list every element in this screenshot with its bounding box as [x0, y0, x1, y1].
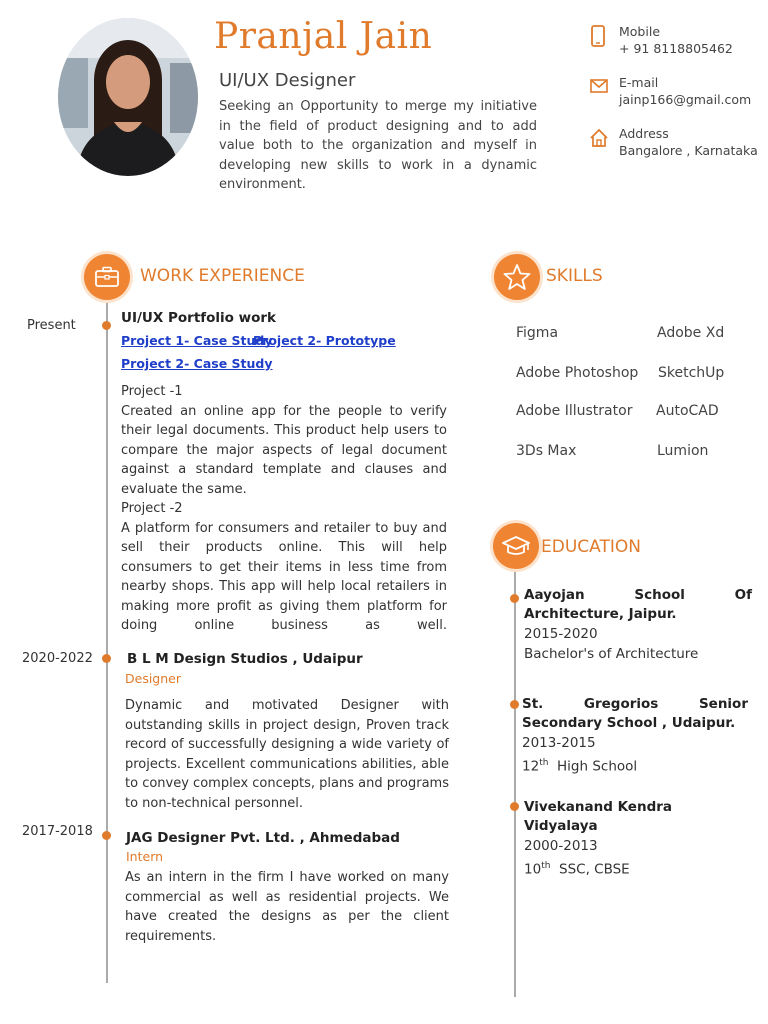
skill-item: AutoCAD	[656, 403, 719, 419]
mail-icon	[590, 76, 608, 98]
project2-heading: Project -2	[121, 501, 183, 516]
work-date-2017: 2017-2018	[22, 824, 93, 839]
skill-item: Adobe Photoshop	[516, 365, 639, 381]
project1-text: Created an online app for the people to verify their legal documents. This product help users to compare the major aspects of legal document against a standard template and clauses and evaluate the same.	[121, 403, 447, 497]
work-timeline-line	[106, 277, 108, 983]
job-title-jag: JAG Designer Pvt. Ltd. , Ahmedabad	[126, 830, 400, 846]
home-icon	[590, 127, 608, 149]
school-degree: Bachelor's of Architecture	[524, 646, 699, 662]
skill-item: Adobe Xd	[657, 325, 725, 341]
timeline-dot	[510, 700, 519, 709]
contact-email	[590, 74, 760, 110]
candidate-name: Pranjal Jain	[214, 16, 433, 57]
education-section-title: EDUCATION	[541, 537, 641, 557]
education-item-vivekanand	[524, 798, 750, 880]
link-project2-case-study[interactable]: Project 2- Case Study	[121, 356, 273, 371]
link-project1-case-study[interactable]: Project 1- Case Study	[121, 333, 273, 348]
work-section-title: WORK EXPERIENCE	[140, 266, 305, 286]
mobile-value[interactable]: + 91 8118805462	[619, 41, 733, 56]
profile-photo-illustration	[58, 18, 198, 176]
timeline-dot	[510, 594, 519, 603]
address-value: Bangalore , Karnataka	[619, 143, 758, 158]
education-item-aayojan	[524, 586, 752, 664]
graduation-cap-icon	[501, 534, 531, 558]
school-name: Aayojan School Of Architecture, Jaipur.	[524, 587, 752, 622]
education-item-gregorios	[522, 695, 748, 777]
skills-section-badge	[494, 254, 540, 300]
mobile-label: Mobile	[619, 24, 661, 39]
contact-mobile	[590, 23, 760, 59]
timeline-dot	[510, 802, 519, 811]
job-title-portfolio: UI/UX Portfolio work	[121, 310, 277, 326]
school-years: 2013-2015	[522, 735, 596, 751]
contact-address	[590, 125, 760, 161]
work-date-2020: 2020-2022	[22, 651, 93, 666]
school-name: Vivekanand Kendra Vidyalaya	[524, 799, 672, 834]
candidate-role: UI/UX Designer	[219, 70, 356, 91]
skill-item: Adobe Illustrator	[516, 403, 633, 419]
star-icon	[503, 263, 531, 291]
school-degree: 12th High School	[522, 758, 638, 775]
education-timeline-line	[514, 545, 516, 997]
job-subtitle-designer: Designer	[125, 671, 181, 686]
briefcase-icon	[94, 266, 120, 288]
summary-text: Seeking an Opportunity to merge my initiative in the field of product designing and to add value both to the organization and myself in developing new skills to work in a dynamic environment.	[219, 99, 537, 192]
project2-text: A platform for consumers and retailer to buy and sell their products online. This will help consumers to get their items in less time from nearby shops. This app will help local retailers in making more profit as giving them platform for doing online business as well.	[121, 520, 447, 633]
skill-item: SketchUp	[658, 365, 725, 381]
school-years: 2015-2020	[524, 626, 598, 642]
profile-photo	[58, 18, 198, 176]
work-section-badge	[84, 254, 130, 300]
mobile-icon	[590, 25, 608, 47]
timeline-dot	[102, 321, 111, 330]
project1-heading: Project -1	[121, 384, 183, 399]
email-value[interactable]: jainp166@gmail.com	[619, 92, 752, 107]
timeline-dot	[102, 654, 111, 663]
work-date-present: Present	[27, 318, 76, 333]
skill-item: Lumion	[657, 443, 709, 459]
timeline-dot	[102, 831, 111, 840]
school-name: St. Gregorios Senior Secondary School , Udaipur.	[522, 696, 748, 731]
email-label: E-mail	[619, 75, 659, 90]
project1-description	[121, 382, 447, 636]
education-section-badge	[493, 523, 539, 569]
skill-item: Figma	[516, 325, 559, 341]
job-title-blm: B L M Design Studios , Udaipur	[127, 651, 363, 667]
job-subtitle-intern: Intern	[126, 849, 164, 864]
school-years: 2000-2013	[524, 838, 598, 854]
school-degree: 10th SSC, CBSE	[524, 861, 630, 878]
skill-item: 3Ds Max	[516, 443, 577, 459]
link-project2-prototype[interactable]: Project 2- Prototype	[253, 333, 396, 348]
job-description-blm: Dynamic and motivated Designer with outstanding skills in project design, Proven track record of successfully designing a wide variety of projects. Excellent communications abilities, able to convey complex concepts, plans and programs to non-technical personnel.	[125, 698, 449, 811]
address-label: Address	[619, 126, 669, 141]
skills-section-title: SKILLS	[546, 266, 603, 286]
job-description-jag: As an intern in the firm I have worked on many commercial as well as residential projects. We have created the designs as per the client requirements.	[125, 870, 449, 944]
